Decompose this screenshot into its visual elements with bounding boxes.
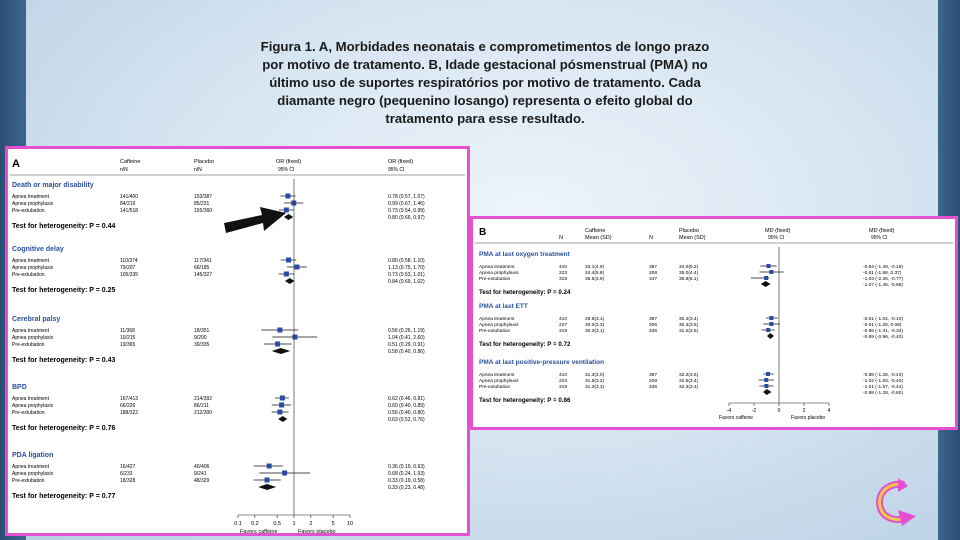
row-ci: 0.78 (0.57, 1.07) — [388, 194, 425, 200]
subheader-nn-placebo: n/N — [194, 167, 202, 173]
row-mean-caffeine: 35.5(3.9) — [585, 277, 605, 282]
row-label: Pre-extubation — [12, 272, 45, 278]
effect-square — [766, 372, 770, 376]
effect-square — [277, 410, 282, 415]
row-ci: 0.51 (0.29, 0.91) — [388, 342, 425, 348]
overall-ci: 0.58 (0.40, 0.86) — [388, 349, 425, 355]
effect-square — [292, 335, 297, 340]
row-ci: 0.60 (0.40, 0.89) — [388, 403, 425, 409]
group-title: PMA at last positive-pressure ventilation — [479, 359, 605, 366]
row-n-placebo: 387 — [649, 317, 658, 322]
row-ci: -1.02 (-1.63, -0.40) — [863, 379, 903, 384]
header-md-ci: MD (fixed) — [869, 228, 895, 234]
heterogeneity-text: Test for heterogeneity: P = 0.77 — [12, 493, 116, 500]
row-caffeine: 79/207 — [120, 265, 136, 271]
row-ci: 0.62 (0.46, 0.81) — [388, 396, 425, 402]
effect-square — [280, 396, 285, 401]
row-mean-placebo: 36.8(5.1) — [679, 277, 699, 282]
overall-diamond — [761, 281, 771, 287]
row-ci: 0.80 (0.58, 1.10) — [388, 258, 425, 264]
row-ci: 0.33 (0.19, 0.58) — [388, 478, 425, 484]
effect-square — [275, 342, 280, 347]
row-placebo: 145/327 — [194, 272, 213, 278]
row-ci: 0.73 (0.53, 1.01) — [388, 272, 425, 278]
row-mean-caffeine: 34.4(5.8) — [585, 271, 605, 276]
favours-placebo-label: Favors placebo — [298, 529, 336, 533]
heterogeneity-text: Test for heterogeneity: P = 0.43 — [12, 357, 116, 364]
row-label: Apnea prophylaxis — [479, 379, 519, 384]
effect-square — [769, 316, 773, 320]
group-title: Cognitive delay — [12, 246, 64, 253]
overall-ci: 0.33 (0.23, 0.48) — [388, 485, 425, 491]
x-tick-label: 4 — [827, 408, 831, 414]
row-ci: 1.04 (0.41, 2.60) — [388, 335, 425, 341]
row-mean-caffeine: 29.8(3.1) — [585, 317, 605, 322]
row-mean-caffeine: 31.3(3.3) — [585, 385, 605, 390]
return-arrow-icon[interactable] — [872, 478, 918, 528]
group-title: PMA at last oxygen treatment — [479, 251, 570, 258]
x-tick-label: -4 — [726, 408, 732, 414]
heterogeneity-text: Test for heterogeneity: P = 0.86 — [479, 397, 571, 404]
x-tick-label: 0.1 — [234, 521, 242, 527]
row-placebo: 66/185 — [194, 265, 210, 271]
row-mean-placebo: 32.3(3.4) — [679, 385, 699, 390]
row-ci: 0.56 (0.40, 0.80) — [388, 410, 425, 416]
row-n-placebo: 346 — [649, 385, 658, 390]
row-n-placebo: 206 — [649, 323, 658, 328]
x-tick-label: 2 — [802, 408, 806, 414]
overall-diamond — [763, 389, 772, 395]
row-placebo: 153/387 — [194, 194, 213, 200]
row-caffeine: 66/226 — [120, 403, 136, 409]
row-label: Pre-extubation — [479, 277, 511, 282]
row-n-placebo: 208 — [649, 379, 658, 384]
row-ci: -0.88 (-1.26, -0.43) — [863, 373, 903, 378]
row-mean-caffeine: 30.3(3.1) — [585, 329, 605, 334]
row-label: Apnea treatment — [12, 464, 49, 470]
row-ci: -0.84 (-1.49, -0.19) — [863, 265, 903, 270]
row-label: Apnea treatment — [12, 396, 49, 402]
row-n-caffeine: 319 — [559, 277, 568, 282]
row-mean-placebo: 30.3(3.5) — [679, 323, 699, 328]
row-caffeine: 84/219 — [120, 201, 136, 207]
row-placebo: 155/360 — [194, 208, 213, 214]
header-or-plot: OR (fixed) — [276, 159, 302, 165]
header-placebo: Placebo — [194, 159, 214, 165]
row-placebo: 40/406 — [194, 464, 210, 470]
header-md-plot: MD (fixed) — [765, 228, 791, 234]
heterogeneity-text: Test for heterogeneity: P = 0.76 — [12, 425, 116, 432]
overall-diamond — [767, 333, 774, 339]
row-placebo: 86/211 — [194, 403, 209, 409]
row-caffeine: 18/328 — [120, 478, 136, 484]
panel-letter: B — [479, 227, 487, 238]
subheader-ci-plot: 95% CI — [768, 235, 785, 241]
row-n-caffeine: 223 — [559, 271, 568, 276]
forest-plot-b-svg — [473, 219, 955, 427]
row-mean-placebo: 30.4(3.4) — [679, 317, 699, 322]
overall-ci: 0.63 (0.52, 0.76) — [388, 417, 425, 423]
row-n-caffeine: 319 — [559, 385, 568, 390]
effect-square — [279, 403, 284, 408]
row-mean-caffeine: 31.5(3.2) — [585, 379, 605, 384]
row-caffeine: 11/368 — [120, 328, 135, 334]
subheader-nn-caffeine: n/N — [120, 167, 128, 173]
overall-ci: -0.98 (-1.28, -0.60) — [863, 391, 903, 396]
row-caffeine: 141/518 — [120, 208, 139, 214]
row-placebo: 39/335 — [194, 342, 210, 348]
favours-caffeine-label: Favors caffeine — [240, 529, 278, 533]
row-n-placebo: 387 — [649, 265, 658, 270]
row-mean-caffeine: 31.3(3.0) — [585, 373, 605, 378]
row-caffeine: 10/215 — [120, 335, 136, 341]
effect-square — [286, 258, 291, 263]
row-caffeine: 110/374 — [120, 258, 138, 264]
header-placebo: Placebo — [679, 228, 699, 234]
effect-square — [764, 276, 768, 280]
row-label: Pre-extubation — [12, 208, 45, 214]
row-label: Apnea treatment — [479, 317, 515, 322]
x-tick-label: 0.5 — [273, 521, 281, 527]
group-title: PDA ligation — [12, 452, 54, 459]
row-placebo: 117/341 — [194, 258, 212, 264]
row-label: Pre-extubation — [479, 329, 511, 334]
row-label: Apnea prophylaxis — [12, 265, 54, 271]
row-ci: -1.01 (-1.57, -0.44) — [863, 385, 903, 390]
header-mean-placebo: Mean (SD) — [679, 235, 706, 241]
effect-square — [769, 322, 773, 326]
row-ci: -0.61 (-1.04, -0.10) — [863, 317, 903, 322]
forest-plot-panel-b — [470, 216, 958, 430]
row-label: Pre-extubation — [12, 342, 45, 348]
header-or-ci: OR (fixed) — [388, 159, 414, 165]
row-n-placebo: 346 — [649, 329, 658, 334]
row-n-placebo: 347 — [649, 277, 658, 282]
row-label: Apnea prophylaxis — [12, 471, 54, 477]
effect-square — [277, 328, 282, 333]
row-ci: 0.73 (0.54, 0.99) — [388, 208, 425, 214]
figure-caption: Figura 1. A, Morbidades neonatais e comprometimentos de longo prazo por motivo de tratamento. B, Idade gestacional pósmenstrual (PMA) no último uso de suportes respiratórios por motivo de tratamento. Cada diamante negro (pequenino losango) representa o efeito global do tratamento para esse resultado. — [260, 39, 710, 126]
heterogeneity-text: Test for heterogeneity: P = 0.44 — [12, 223, 116, 230]
row-mean-caffeine: 33.1(4.9) — [585, 265, 605, 270]
overall-diamond — [278, 416, 287, 422]
row-placebo: 214/392 — [194, 396, 213, 402]
row-mean-placebo: 34.0(5.2) — [679, 265, 699, 270]
row-label: Pre-extubation — [12, 478, 45, 484]
x-tick-label: 0.2 — [251, 521, 259, 527]
overall-ci: 0.84 (0.69, 1.02) — [388, 279, 425, 285]
overall-diamond — [272, 348, 291, 354]
row-caffeine: 141/400 — [120, 194, 139, 200]
row-ci: 1.13 (0.75, 1.70) — [388, 265, 425, 271]
row-n-caffeine: 224 — [559, 379, 568, 384]
effect-square — [767, 264, 771, 268]
favours-caffeine-label: Favors caffeine — [719, 415, 754, 421]
x-tick-label: 10 — [346, 521, 354, 527]
row-ci: 0.56 (0.26, 1.19) — [388, 328, 425, 334]
row-placebo: 9/241 — [194, 471, 207, 477]
row-label: Apnea prophylaxis — [479, 323, 519, 328]
heterogeneity-text: Test for heterogeneity: P = 0.25 — [12, 287, 116, 294]
header-n-caffeine: N — [559, 235, 563, 241]
row-placebo: 48/329 — [194, 478, 210, 484]
pointer-arrow-icon — [222, 203, 288, 237]
effect-square — [766, 328, 770, 332]
heterogeneity-text: Test for heterogeneity: P = 0.72 — [479, 341, 571, 348]
row-caffeine: 167/413 — [120, 396, 139, 402]
group-title: Cerebral palsy — [12, 316, 61, 323]
overall-ci: -0.69 (-0.96, -0.40) — [863, 335, 903, 340]
heterogeneity-text: Test for heterogeneity: P = 0.24 — [479, 289, 571, 296]
x-tick-label: 5 — [331, 521, 335, 527]
group-title: BPD — [12, 384, 27, 391]
overall-ci: 0.80 (0.66, 0.97) — [388, 215, 425, 221]
row-n-caffeine: 319 — [559, 329, 568, 334]
row-ci: 0.68 (0.24, 1.93) — [388, 471, 425, 477]
overall-diamond — [285, 278, 295, 284]
row-placebo: 9/200 — [194, 335, 207, 341]
row-label: Apnea treatment — [479, 373, 515, 378]
effect-square — [764, 384, 768, 388]
row-n-placebo: 387 — [649, 373, 658, 378]
row-label: Apnea treatment — [12, 194, 49, 200]
row-label: Apnea prophylaxis — [12, 403, 54, 409]
x-tick-label: 1 — [292, 521, 296, 527]
overall-diamond — [258, 484, 276, 490]
row-label: Pre-extubation — [12, 410, 45, 416]
row-placebo: 85/231 — [194, 201, 210, 207]
row-placebo: 18/351 — [194, 328, 210, 334]
row-n-caffeine: 410 — [559, 317, 568, 322]
group-title: Death or major disability — [12, 182, 94, 189]
effect-square — [294, 265, 299, 270]
row-n-caffeine: 410 — [559, 373, 568, 378]
row-ci: -1.03 (-2.26, -0.77) — [863, 277, 903, 282]
row-label: Apnea prophylaxis — [12, 201, 54, 207]
row-placebo: 212/300 — [194, 410, 213, 416]
effect-square — [284, 272, 289, 277]
row-ci: -0.86 (-1.41, -0.34) — [863, 329, 903, 334]
panel-letter: A — [12, 158, 20, 170]
header-n-placebo: N — [649, 235, 653, 241]
row-n-placebo: 208 — [649, 271, 658, 276]
row-caffeine: 105/335 — [120, 272, 139, 278]
overall-ci: -1.07 (-1.45, -0.68) — [863, 283, 903, 288]
row-caffeine: 19/365 — [120, 342, 136, 348]
row-label: Apnea treatment — [12, 328, 49, 334]
row-ci: 0.99 (0.67, 1.46) — [388, 201, 425, 207]
favours-placebo-label: Favors placebo — [791, 415, 826, 421]
row-label: Apnea treatment — [479, 265, 515, 270]
header-mean-caffeine: Mean (SD) — [585, 235, 612, 241]
row-ci: -0.61 (-1.56, 0.37) — [863, 271, 902, 276]
row-n-caffeine: 410 — [559, 265, 568, 270]
row-ci: 0.36 (0.19, 0.63) — [388, 464, 425, 470]
effect-square — [769, 270, 773, 274]
row-label: Apnea prophylaxis — [12, 335, 54, 341]
subheader-ci-plot: 95% CI — [278, 167, 295, 173]
row-mean-placebo: 35.0(4.4) — [679, 271, 699, 276]
row-mean-placebo: 32.5(3.4) — [679, 379, 699, 384]
effect-square — [265, 478, 270, 483]
row-caffeine: 188/322 — [120, 410, 139, 416]
group-title: PMA at last ETT — [479, 303, 528, 310]
row-label: Apnea prophylaxis — [479, 271, 519, 276]
row-label: Apnea treatment — [12, 258, 49, 264]
effect-square — [285, 194, 290, 199]
x-tick-label: 0 — [777, 408, 781, 414]
effect-square — [267, 464, 272, 469]
row-label: Pre-extubation — [479, 385, 511, 390]
effect-square — [764, 378, 768, 382]
row-ci: -0.61 (-1.26, 0.08) — [863, 323, 902, 328]
row-n-caffeine: 227 — [559, 323, 568, 328]
effect-square — [282, 471, 287, 476]
x-tick-label: -2 — [751, 408, 757, 414]
subheader-ci: 95% CI — [388, 167, 405, 173]
row-mean-placebo: 32.2(3.6) — [679, 373, 699, 378]
row-caffeine: 6/233 — [120, 471, 133, 477]
x-tick-label: 2 — [309, 521, 313, 527]
subheader-ci: 95% CI — [871, 235, 888, 241]
header-caffeine: Caffeine — [120, 159, 141, 165]
row-caffeine: 16/427 — [120, 464, 136, 470]
header-caffeine: Caffeine — [585, 228, 606, 234]
row-mean-placebo: 31.2(3.6) — [679, 329, 699, 334]
row-mean-caffeine: 30.0(3.3) — [585, 323, 605, 328]
